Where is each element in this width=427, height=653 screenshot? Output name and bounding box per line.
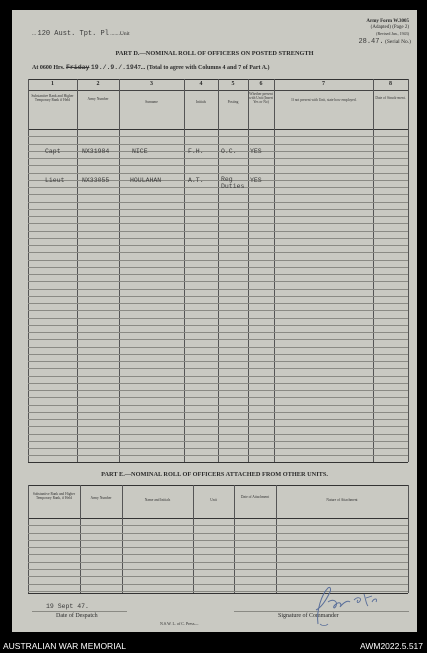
col-header-rank: Substantive Rank and Higher Temporary Rank, if Held (32, 492, 76, 501)
rule-line (28, 540, 408, 541)
rule-line (28, 209, 408, 210)
signature-label: Signature of Commander (278, 613, 339, 619)
unit-name: 120 Aust. Tpt. Pl (37, 30, 109, 38)
form-adapted: (Adapted) (Page 2) (370, 25, 409, 30)
despatch-date: 19 Sept 47. (46, 603, 89, 610)
form-id: Army Form W.3005 (366, 19, 409, 24)
rule-line (28, 547, 408, 548)
despatch-label: Date of Despatch (56, 613, 98, 619)
col-header-army-number: Army Number (87, 97, 109, 101)
rule-line (28, 569, 408, 570)
rule-line (28, 576, 408, 577)
table-d-right (408, 79, 409, 462)
rule-line (28, 554, 408, 555)
col-header-date: Date of Struck-ment. (375, 96, 406, 100)
rule-line (28, 441, 408, 442)
rule-line (28, 368, 408, 369)
col-num: 4 (199, 81, 203, 87)
rule-line (28, 332, 408, 333)
col-header-rank: Substantive Rank and Higher Temporary Rank if Held (31, 94, 74, 103)
cell-rank: Capt (45, 148, 61, 155)
caption-bar (0, 640, 427, 653)
col-num: 2 (96, 81, 100, 87)
cell-posting: O.C. (221, 148, 237, 155)
form-sheet (12, 10, 417, 632)
rule-line (28, 347, 408, 348)
cell-posting: Reg Duties (221, 176, 245, 190)
rule-line (28, 448, 408, 449)
table-e-top (28, 485, 408, 486)
rule-line (28, 339, 408, 340)
col-header-army-number: Army Number (90, 496, 112, 500)
rule-line (28, 173, 408, 174)
rule-line (28, 455, 408, 456)
day-value: Friday (66, 64, 90, 71)
cell-army-number: NX33055 (82, 177, 110, 184)
col-header-present: Whether present with Unit (Insert Yes or No) (249, 92, 273, 105)
table-d-bottom (28, 462, 408, 463)
cell-present: YES (250, 148, 262, 155)
rule-line (28, 194, 408, 195)
printer-imprint: N.S.W. L. of C. Press— (160, 621, 199, 626)
rule-line (28, 325, 408, 326)
rule-line (28, 260, 408, 261)
col-header-unit: Unit (210, 498, 217, 502)
rule-line (28, 267, 408, 268)
serial-number: 28.47. (358, 38, 384, 46)
rule-line (28, 216, 408, 217)
rule-line (28, 202, 408, 203)
rule-line (28, 412, 408, 413)
col-num: 1 (51, 81, 54, 87)
rule-line (28, 405, 408, 406)
rule-line (28, 187, 408, 188)
rule-line (28, 158, 408, 159)
caption-left: AUSTRALIAN WAR MEMORIAL (3, 641, 126, 651)
rule-line (28, 303, 408, 304)
part-d-time-line (32, 64, 270, 71)
col-num: 5 (231, 81, 235, 87)
col-num: 3 (150, 81, 153, 87)
rule-line (28, 397, 408, 398)
cell-surname: HOULAHAN (130, 177, 162, 184)
serial-line (358, 38, 411, 46)
part-e-title: PART E.—NOMINAL ROLL OF OFFICERS ATTACHED FROM OTHER UNITS. (101, 471, 328, 478)
total-note: (Total to agree with Columns 4 and 7 of Part A.) (146, 65, 270, 71)
rule-line (28, 238, 408, 239)
col-header-posting: Posting (227, 100, 239, 104)
caption-right: AWM2022.5.517 (360, 641, 423, 651)
col-header-nature: Nature of Attachment (326, 498, 358, 502)
rule-line (28, 231, 408, 232)
rule-line (28, 144, 408, 145)
rule-line (28, 419, 408, 420)
cell-initials: F.H. (188, 148, 204, 155)
rule-line (28, 361, 408, 362)
cell-army-number: NX31984 (82, 148, 110, 155)
cell-present: YES (250, 177, 262, 184)
rule-line (28, 434, 408, 435)
rule-line (28, 281, 408, 282)
rule-line (28, 383, 408, 384)
col-header-initials: Initials (196, 100, 206, 104)
cell-rank: Lieut (45, 177, 65, 184)
col-header-date-attachment: Date of Attachment (240, 495, 270, 499)
serial-label: (Serial No.) (385, 39, 411, 45)
unit-line (32, 30, 130, 38)
unit-prefix: ... (32, 31, 37, 37)
rule-line (28, 289, 408, 290)
cell-surname: NICE (132, 148, 148, 155)
unit-label: .......Unit (110, 31, 130, 37)
date-value: 19./.9./.194 (90, 64, 138, 71)
rule-line (28, 354, 408, 355)
rule-line (28, 310, 408, 311)
col-num: 6 (259, 81, 263, 87)
despatch-line (32, 611, 127, 612)
form-revised: (Revised Jan., 1943) (376, 31, 409, 36)
col-num: 8 (389, 81, 392, 87)
table-e-header-bottom (28, 518, 408, 519)
date-suffix: 7... (137, 65, 146, 71)
time-prefix: At 0600 Hrs. (32, 65, 65, 71)
rule-line (28, 165, 408, 166)
rule-line (28, 223, 408, 224)
rule-line (28, 525, 408, 526)
part-d-title: PART D.—NOMINAL ROLL OF OFFICERS ON POSTED STRENGTH (115, 50, 314, 57)
cell-initials: A.T. (188, 177, 204, 184)
rule-line (28, 562, 408, 563)
rule-line (28, 245, 408, 246)
rule-line (28, 274, 408, 275)
col-header-employed: If not present with Unit, state how employed. (291, 98, 357, 102)
rule-line (28, 390, 408, 391)
rule-line (28, 136, 408, 137)
rule-line (28, 296, 408, 297)
commander-signature (292, 580, 402, 630)
rule-line (28, 533, 408, 534)
table-e-right (408, 485, 409, 593)
col-header-surname: Surname (145, 100, 158, 104)
col-header-name: Name and Initials (144, 498, 171, 502)
rule-line (28, 252, 408, 253)
col-num: 7 (322, 81, 325, 87)
rule-line (28, 376, 408, 377)
rule-line (28, 426, 408, 427)
rule-line (28, 318, 408, 319)
